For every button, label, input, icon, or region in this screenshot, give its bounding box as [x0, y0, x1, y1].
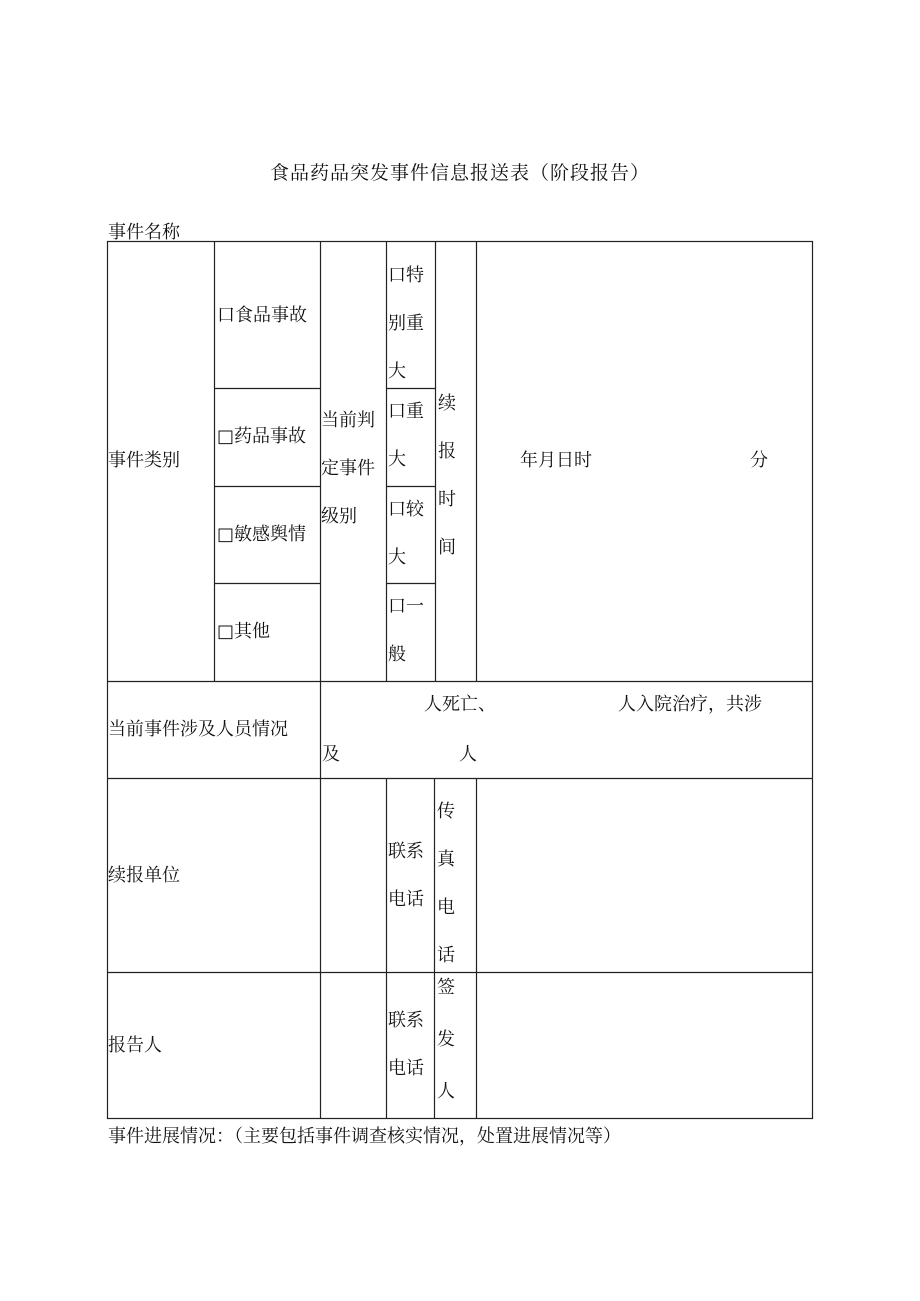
reporter-phone-label: 联系电话: [388, 1010, 424, 1079]
level-option-especially-major[interactable]: 口特别重大: [388, 265, 424, 382]
event-name-label: 事件名称: [108, 222, 180, 243]
category-option-food[interactable]: 口食品事故: [217, 305, 307, 326]
category-option-public-opinion[interactable]: □敏感舆情: [217, 524, 307, 545]
event-progress-label: 事件进展情况：（主要包括事件调查核实情况，处置进展情况等）: [108, 1126, 621, 1147]
report-time-value-date[interactable]: 年月日时: [520, 450, 592, 471]
level-option-major[interactable]: 口重大: [388, 401, 424, 470]
reporting-unit-fax-label: 传真电话: [437, 801, 455, 966]
signer-label: 签发人: [437, 977, 455, 1102]
event-category-label: 事件类别: [108, 450, 180, 471]
reporting-unit-phone-label: 联系电话: [388, 841, 424, 910]
reporter-label: 报告人: [108, 1035, 162, 1056]
personnel-deaths-text: 人死亡、: [424, 694, 496, 715]
form-title: 食品药品突发事件信息报送表（阶段报告）: [269, 162, 650, 184]
personnel-hospitalized-text: 人入院治疗，共涉: [618, 694, 762, 715]
personnel-involved-prefix: 及: [322, 744, 340, 765]
level-option-general[interactable]: 口一般: [388, 596, 424, 665]
event-level-label: 当前判定事件级别: [321, 410, 375, 527]
category-option-drug[interactable]: □药品事故: [217, 426, 307, 447]
report-time-label: 续报时间: [438, 393, 456, 558]
personnel-label: 当前事件涉及人员情况: [108, 719, 288, 740]
personnel-involved-suffix: 人: [459, 744, 477, 765]
level-option-larger[interactable]: 口较大: [388, 499, 424, 568]
report-time-value-minute[interactable]: 分: [750, 450, 768, 471]
category-option-other[interactable]: □其他: [217, 621, 271, 642]
reporting-unit-label: 续报单位: [108, 865, 180, 886]
